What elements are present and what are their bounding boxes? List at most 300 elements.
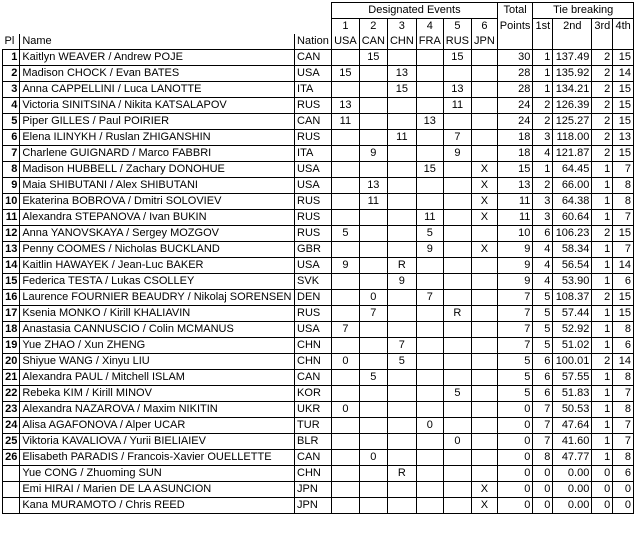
points-cell: 18 — [497, 146, 533, 162]
tie-2nd-cell: 0.00 — [553, 466, 592, 482]
event-cell: 13 — [359, 178, 387, 194]
nation-cell: KOR — [295, 386, 332, 402]
tie-3rd-cell: 1 — [592, 322, 613, 338]
event-cell — [416, 306, 443, 322]
tie-4th-cell: 15 — [613, 82, 634, 98]
tie-3rd-cell: 0 — [592, 466, 613, 482]
event-cell: 15 — [443, 50, 471, 66]
tie-2nd-cell: 57.55 — [553, 370, 592, 386]
tie-4th-cell: 8 — [613, 178, 634, 194]
tie-2nd-cell: 64.45 — [553, 162, 592, 178]
event-cell — [416, 434, 443, 450]
tie-4th-cell: 6 — [613, 466, 634, 482]
nation-cell: CHN — [295, 338, 332, 354]
tie-4th-cell: 7 — [613, 162, 634, 178]
points-cell: 28 — [497, 66, 533, 82]
event-cell: X — [472, 242, 498, 258]
event-cell — [332, 466, 360, 482]
event-cell — [472, 130, 498, 146]
tie-4th-cell: 13 — [613, 130, 634, 146]
tie-2nd-cell: 135.92 — [553, 66, 592, 82]
place-cell: 1 — [3, 50, 20, 66]
name-cell: Viktoria KAVALIOVA / Yurii BIELIAIEV — [20, 434, 295, 450]
event-cell: 7 — [332, 322, 360, 338]
tie-3rd-cell: 2 — [592, 130, 613, 146]
place-cell: 5 — [3, 114, 20, 130]
tie-3rd-cell: 2 — [592, 82, 613, 98]
points-cell: 13 — [497, 178, 533, 194]
nation-cell: UKR — [295, 402, 332, 418]
tie-4th-cell: 8 — [613, 402, 634, 418]
event-cell: 5 — [332, 226, 360, 242]
header-row-2 — [3, 19, 634, 35]
event-cell — [332, 130, 360, 146]
nation-cell: USA — [295, 178, 332, 194]
event-cell — [443, 194, 471, 210]
tie-2nd-cell: 41.60 — [553, 434, 592, 450]
nation-cell: CAN — [295, 370, 332, 386]
tie-1st-cell: 7 — [533, 418, 553, 434]
tie-3rd-cell: 2 — [592, 50, 613, 66]
event-cell — [472, 146, 498, 162]
place-cell: 4 — [3, 98, 20, 114]
event-cell — [443, 418, 471, 434]
table-row — [3, 162, 634, 178]
event-number: 5 — [443, 19, 471, 35]
event-cell: 5 — [443, 386, 471, 402]
event-cell — [416, 354, 443, 370]
tie-1st-cell: 7 — [533, 434, 553, 450]
standings-table — [2, 2, 634, 514]
event-cell — [387, 226, 416, 242]
event-cell — [387, 114, 416, 130]
table-row — [3, 418, 634, 434]
event-cell: 0 — [332, 354, 360, 370]
tie-2nd-cell: 106.23 — [553, 226, 592, 242]
event-cell — [332, 434, 360, 450]
tie-3rd-cell: 0 — [592, 482, 613, 498]
event-cell: X — [472, 162, 498, 178]
table-row — [3, 306, 634, 322]
tie-1st-cell: 8 — [533, 450, 553, 466]
nation-cell: RUS — [295, 226, 332, 242]
event-cell — [332, 450, 360, 466]
event-cell — [359, 210, 387, 226]
event-cell — [443, 210, 471, 226]
event-cell: 0 — [332, 402, 360, 418]
table-row — [3, 450, 634, 466]
event-number: 1 — [332, 19, 360, 35]
points-cell: 28 — [497, 82, 533, 98]
tie-3rd-cell: 1 — [592, 418, 613, 434]
place-cell — [3, 482, 20, 498]
nation-cell: USA — [295, 162, 332, 178]
event-cell — [359, 226, 387, 242]
event-cell — [472, 274, 498, 290]
place-cell: 14 — [3, 258, 20, 274]
place-cell: 23 — [3, 402, 20, 418]
event-cell — [472, 258, 498, 274]
points-cell: 0 — [497, 402, 533, 418]
points-cell: 0 — [497, 450, 533, 466]
points-cell: 15 — [497, 162, 533, 178]
tie-3rd-cell: 1 — [592, 386, 613, 402]
points-cell: 11 — [497, 194, 533, 210]
table-row — [3, 50, 634, 66]
tie-4th-cell: 8 — [613, 322, 634, 338]
nation-cell: CAN — [295, 114, 332, 130]
tie-2nd-cell: 126.39 — [553, 98, 592, 114]
place-cell: 21 — [3, 370, 20, 386]
event-code: JPN — [472, 34, 498, 50]
tie-2nd-cell: 137.49 — [553, 50, 592, 66]
event-cell: X — [472, 210, 498, 226]
event-cell — [416, 194, 443, 210]
tie-4th-cell: 6 — [613, 274, 634, 290]
tie-4th-cell: 14 — [613, 258, 634, 274]
table-row — [3, 130, 634, 146]
table-row — [3, 402, 634, 418]
tie-3rd-cell: 2 — [592, 290, 613, 306]
event-cell: 13 — [332, 98, 360, 114]
name-cell: Laurence FOURNIER BEAUDRY / Nikolaj SORENSEN — [20, 290, 295, 306]
event-cell — [416, 450, 443, 466]
tie-4th-cell: 8 — [613, 450, 634, 466]
event-cell — [472, 466, 498, 482]
name-cell: Yue ZHAO / Xun ZHENG — [20, 338, 295, 354]
total-header: Total — [497, 3, 533, 19]
event-cell — [416, 466, 443, 482]
points-cell: 7 — [497, 322, 533, 338]
event-cell — [387, 178, 416, 194]
table-row — [3, 338, 634, 354]
tie-1st-cell: 5 — [533, 322, 553, 338]
name-cell: Ekaterina BOBROVA / Dmitri SOLOVIEV — [20, 194, 295, 210]
event-code: RUS — [443, 34, 471, 50]
place-cell: 18 — [3, 322, 20, 338]
tie-1st-cell: 4 — [533, 274, 553, 290]
event-cell — [332, 482, 360, 498]
event-cell — [387, 162, 416, 178]
event-cell — [332, 274, 360, 290]
event-cell: 13 — [416, 114, 443, 130]
event-cell — [359, 162, 387, 178]
tie-2nd-cell: 60.64 — [553, 210, 592, 226]
table-row — [3, 322, 634, 338]
tie-4th-cell: 0 — [613, 482, 634, 498]
tie-4th-cell: 0 — [613, 498, 634, 514]
nation-cell: USA — [295, 66, 332, 82]
event-cell: X — [472, 482, 498, 498]
event-number: 2 — [359, 19, 387, 35]
event-cell — [443, 370, 471, 386]
event-cell: 5 — [387, 354, 416, 370]
tie-3rd-cell: 1 — [592, 194, 613, 210]
table-row — [3, 194, 634, 210]
tie-4th-cell: 15 — [613, 306, 634, 322]
name-cell: Alexandra STEPANOVA / Ivan BUKIN — [20, 210, 295, 226]
event-cell: 9 — [416, 242, 443, 258]
event-cell — [416, 498, 443, 514]
nation-cell: CHN — [295, 466, 332, 482]
tie-1st-cell: 2 — [533, 114, 553, 130]
tie-2nd-cell: 125.27 — [553, 114, 592, 130]
name-cell: Alexandra PAUL / Mitchell ISLAM — [20, 370, 295, 386]
tie-4th-cell: 14 — [613, 354, 634, 370]
tie-3rd-cell: 2 — [592, 66, 613, 82]
event-cell: 0 — [443, 434, 471, 450]
tie-2nd-cell: 121.87 — [553, 146, 592, 162]
event-cell — [359, 274, 387, 290]
name-cell: Charlene GUIGNARD / Marco FABBRI — [20, 146, 295, 162]
place-cell: 22 — [3, 386, 20, 402]
tie-1st-cell: 1 — [533, 66, 553, 82]
event-cell — [443, 338, 471, 354]
place-cell: 2 — [3, 66, 20, 82]
place-cell: 13 — [3, 242, 20, 258]
tie-3rd-cell: 2 — [592, 98, 613, 114]
tie-4th-cell: 7 — [613, 242, 634, 258]
event-cell: 13 — [443, 82, 471, 98]
tie-col-header: 3rd — [592, 19, 613, 35]
event-cell: 0 — [359, 450, 387, 466]
name-cell: Madison HUBBELL / Zachary DONOHUE — [20, 162, 295, 178]
points-cell: 5 — [497, 370, 533, 386]
event-cell: 9 — [359, 146, 387, 162]
name-cell: Victoria SINITSINA / Nikita KATSALAPOV — [20, 98, 295, 114]
place-cell: 24 — [3, 418, 20, 434]
nation-cell: GBR — [295, 242, 332, 258]
event-cell — [332, 370, 360, 386]
event-cell — [443, 482, 471, 498]
name-cell: Penny COOMES / Nicholas BUCKLAND — [20, 242, 295, 258]
tie-1st-cell: 7 — [533, 402, 553, 418]
event-code: CAN — [359, 34, 387, 50]
event-cell — [359, 418, 387, 434]
points-cell: 0 — [497, 498, 533, 514]
points-cell: 11 — [497, 210, 533, 226]
event-cell — [472, 50, 498, 66]
event-code: FRA — [416, 34, 443, 50]
tie-2nd-cell: 0.00 — [553, 498, 592, 514]
event-number: 3 — [387, 19, 416, 35]
name-cell: Federica TESTA / Lukas CSOLLEY — [20, 274, 295, 290]
event-cell: 11 — [416, 210, 443, 226]
event-cell — [472, 290, 498, 306]
points-cell: 0 — [497, 482, 533, 498]
event-cell: 7 — [416, 290, 443, 306]
event-cell — [443, 66, 471, 82]
name-cell: Maia SHIBUTANI / Alex SHIBUTANI — [20, 178, 295, 194]
place-cell: 9 — [3, 178, 20, 194]
tie-1st-cell: 4 — [533, 146, 553, 162]
place-cell — [3, 498, 20, 514]
event-cell — [443, 402, 471, 418]
nation-cell: JPN — [295, 498, 332, 514]
tie-1st-cell: 6 — [533, 226, 553, 242]
tie-1st-cell: 6 — [533, 370, 553, 386]
place-cell: 11 — [3, 210, 20, 226]
tie-3rd-cell: 1 — [592, 210, 613, 226]
tie-1st-cell: 2 — [533, 178, 553, 194]
event-cell: 0 — [416, 418, 443, 434]
tie-4th-cell: 15 — [613, 114, 634, 130]
points-cell: 7 — [497, 306, 533, 322]
event-cell — [359, 386, 387, 402]
event-cell: 9 — [332, 258, 360, 274]
event-cell — [332, 418, 360, 434]
event-cell — [332, 82, 360, 98]
event-cell: 15 — [332, 66, 360, 82]
nation-cell: DEN — [295, 290, 332, 306]
name-cell: Elisabeth PARADIS / Francois-Xavier OUELLETTE — [20, 450, 295, 466]
event-cell: 9 — [387, 274, 416, 290]
place-cell: 7 — [3, 146, 20, 162]
place-cell — [3, 466, 20, 482]
event-cell — [387, 242, 416, 258]
event-cell: 15 — [359, 50, 387, 66]
event-cell — [416, 82, 443, 98]
event-number: 6 — [472, 19, 498, 35]
tie-1st-cell: 4 — [533, 258, 553, 274]
event-cell — [359, 354, 387, 370]
points-header: Points — [497, 19, 533, 35]
name-cell: Alexandra NAZAROVA / Maxim NIKITIN — [20, 402, 295, 418]
tie-3rd-cell: 1 — [592, 162, 613, 178]
event-cell: R — [443, 306, 471, 322]
event-cell — [472, 66, 498, 82]
tie-3rd-cell: 1 — [592, 450, 613, 466]
event-cell — [472, 306, 498, 322]
name-cell: Emi HIRAI / Marien DE LA ASUNCION — [20, 482, 295, 498]
tie-1st-cell: 0 — [533, 482, 553, 498]
tie-4th-cell: 15 — [613, 290, 634, 306]
table-row — [3, 274, 634, 290]
event-cell — [443, 466, 471, 482]
table-row — [3, 66, 634, 82]
event-cell — [416, 322, 443, 338]
event-cell — [332, 386, 360, 402]
event-cell — [416, 258, 443, 274]
event-cell — [443, 498, 471, 514]
tie-col-header: 2nd — [553, 19, 592, 35]
event-cell — [359, 242, 387, 258]
event-cell: 7 — [443, 130, 471, 146]
tie-1st-cell: 3 — [533, 210, 553, 226]
event-cell — [387, 306, 416, 322]
event-cell — [332, 306, 360, 322]
tie-4th-cell: 7 — [613, 210, 634, 226]
tie-4th-cell: 15 — [613, 146, 634, 162]
tie-3rd-cell: 2 — [592, 146, 613, 162]
tie-2nd-cell: 51.02 — [553, 338, 592, 354]
event-code: USA — [332, 34, 360, 50]
event-cell — [416, 98, 443, 114]
nation-header: Nation — [295, 34, 332, 50]
points-cell: 18 — [497, 130, 533, 146]
event-cell — [332, 290, 360, 306]
event-cell — [359, 498, 387, 514]
tie-1st-cell: 0 — [533, 466, 553, 482]
event-cell — [359, 322, 387, 338]
event-cell — [359, 434, 387, 450]
event-cell — [332, 146, 360, 162]
name-cell: Kana MURAMOTO / Chris REED — [20, 498, 295, 514]
tie-1st-cell: 3 — [533, 194, 553, 210]
tie-2nd-cell: 47.77 — [553, 450, 592, 466]
points-cell: 9 — [497, 258, 533, 274]
table-row — [3, 178, 634, 194]
tie-1st-cell: 0 — [533, 498, 553, 514]
tie-col-header: 4th — [613, 19, 634, 35]
event-cell — [387, 370, 416, 386]
nation-cell: USA — [295, 258, 332, 274]
event-cell — [359, 402, 387, 418]
event-cell: X — [472, 178, 498, 194]
tie-4th-cell: 8 — [613, 370, 634, 386]
table-row — [3, 258, 634, 274]
event-cell — [387, 210, 416, 226]
table-row — [3, 482, 634, 498]
event-cell: 11 — [332, 114, 360, 130]
event-cell — [472, 114, 498, 130]
event-cell — [387, 498, 416, 514]
tie-2nd-cell: 57.44 — [553, 306, 592, 322]
name-cell: Anastasia CANNUSCIO / Colin MCMANUS — [20, 322, 295, 338]
event-cell — [359, 258, 387, 274]
event-cell — [359, 338, 387, 354]
name-cell: Kaitlyn WEAVER / Andrew POJE — [20, 50, 295, 66]
tie-4th-cell: 7 — [613, 386, 634, 402]
event-cell — [416, 370, 443, 386]
event-cell — [359, 82, 387, 98]
nation-cell: RUS — [295, 210, 332, 226]
tie-4th-cell: 7 — [613, 434, 634, 450]
event-cell — [387, 386, 416, 402]
header-row-3 — [3, 34, 634, 50]
name-cell: Alisa AGAFONOVA / Alper UCAR — [20, 418, 295, 434]
points-cell: 5 — [497, 386, 533, 402]
points-cell: 9 — [497, 242, 533, 258]
tie-1st-cell: 4 — [533, 242, 553, 258]
table-row — [3, 146, 634, 162]
event-cell — [472, 338, 498, 354]
event-cell — [472, 386, 498, 402]
name-cell: Piper GILLES / Paul POIRIER — [20, 114, 295, 130]
table-row — [3, 98, 634, 114]
place-cell: 3 — [3, 82, 20, 98]
tie-3rd-cell: 1 — [592, 242, 613, 258]
name-cell: Elena ILINYKH / Ruslan ZHIGANSHIN — [20, 130, 295, 146]
points-cell: 30 — [497, 50, 533, 66]
event-cell — [472, 98, 498, 114]
tie-3rd-cell: 1 — [592, 338, 613, 354]
tie-breaking-header: Tie breaking — [533, 3, 634, 19]
tie-3rd-cell: 2 — [592, 226, 613, 242]
event-cell — [472, 82, 498, 98]
tie-4th-cell: 15 — [613, 50, 634, 66]
event-cell — [359, 482, 387, 498]
points-cell: 10 — [497, 226, 533, 242]
event-cell — [443, 242, 471, 258]
name-cell: Ksenia MONKO / Kirill KHALIAVIN — [20, 306, 295, 322]
table-row — [3, 386, 634, 402]
tie-3rd-cell: 1 — [592, 306, 613, 322]
table-row — [3, 354, 634, 370]
nation-cell: RUS — [295, 306, 332, 322]
event-cell: 11 — [443, 98, 471, 114]
event-cell — [387, 98, 416, 114]
